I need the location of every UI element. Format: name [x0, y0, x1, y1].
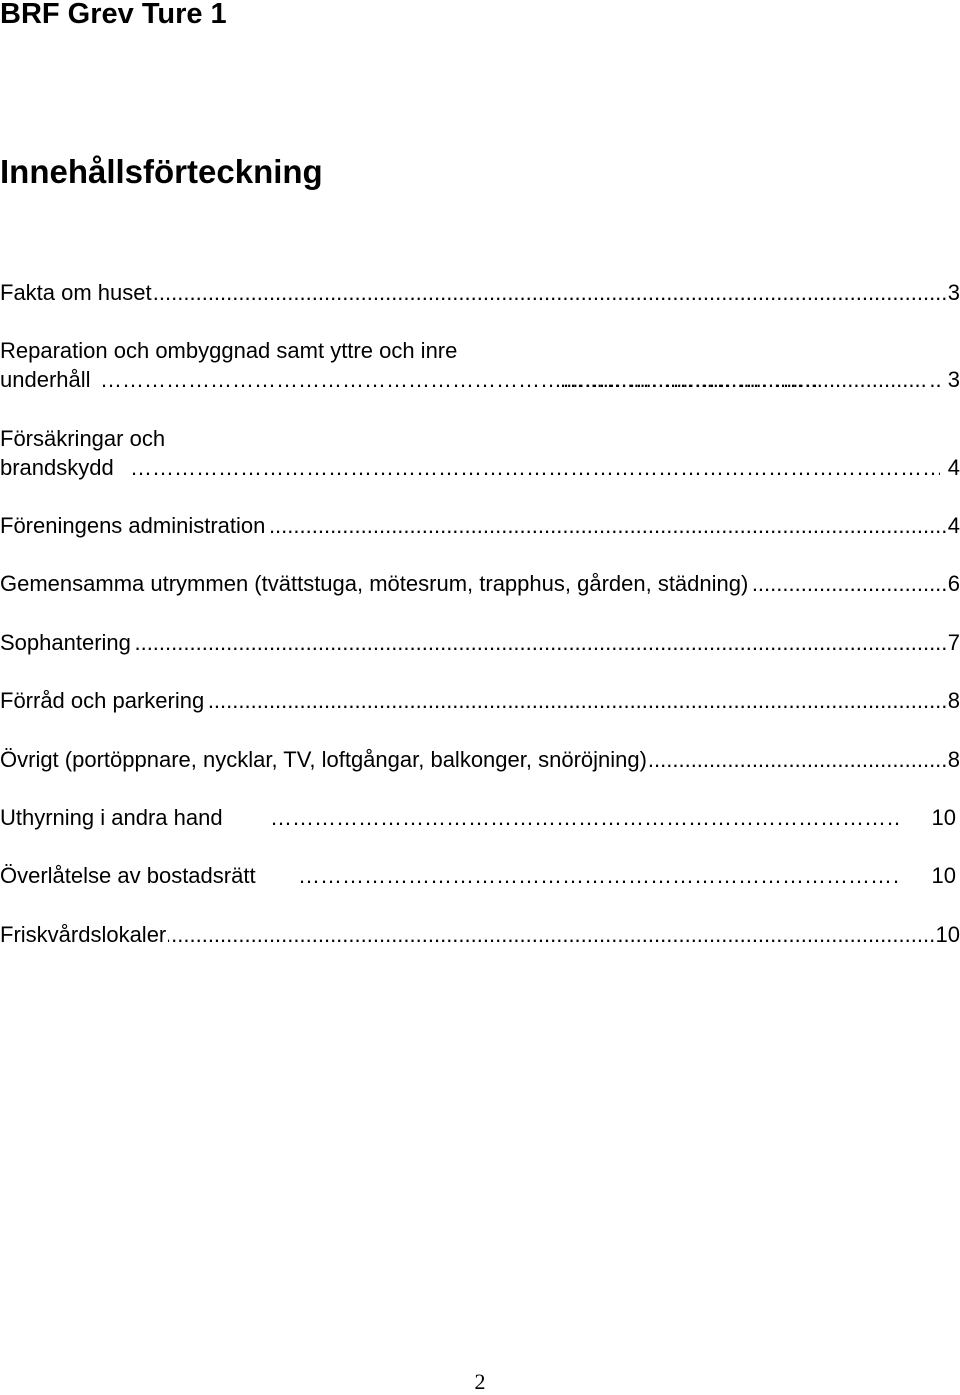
toc-entry-overlatelse: [0, 861, 960, 890]
dot-leader: [560, 365, 960, 394]
toc-entry-title-continued: underhåll: [0, 367, 91, 392]
toc-entry-title: Sophantering: [0, 630, 131, 655]
toc-entry-page: 8: [947, 747, 960, 772]
toc-entry-title: Försäkringar och: [0, 426, 166, 451]
toc-entry-title: Överlåtelse av bostadsrätt: [0, 863, 256, 888]
ellipsis-leader: [298, 861, 900, 890]
toc-entry-page: 10: [931, 863, 956, 888]
toc-entry-sophantering: [0, 628, 960, 657]
toc-entry-title: Föreningens administration: [0, 513, 266, 538]
toc-entry-title: Friskvårdslokaler: [0, 922, 167, 947]
toc-entry-title-continued: brandskydd: [0, 455, 114, 480]
toc-entry-page: 10: [935, 922, 960, 947]
toc-entry-page: 7: [947, 630, 960, 655]
toc-entry-title: Fakta om huset: [0, 280, 152, 305]
toc-entry-page: 6: [947, 571, 960, 596]
toc-entry-title: Reparation och ombyggnad samt yttre och inre: [0, 338, 458, 363]
toc-entry-page: 8: [947, 688, 960, 713]
toc-entry-title: Övrigt (portöppnare, nycklar, TV, loftgångar, balkonger, snöröjning): [0, 747, 647, 772]
ellipsis-leader: [130, 453, 940, 482]
toc-entry-page: 4: [947, 513, 960, 538]
toc-entry-page: 10: [931, 805, 956, 830]
toc-entry-friskvardslokaler: [0, 920, 960, 949]
ellipsis-leader: [270, 803, 900, 832]
toc-entry-page: 3: [947, 280, 960, 305]
toc-entry-forrad-och-parkering: [0, 686, 960, 715]
toc-entry-ovrigt: [0, 745, 960, 774]
toc-entry-page: 4: [947, 455, 960, 480]
toc-entry-uthyrning: [0, 803, 960, 832]
toc-entry-reparation: [0, 336, 960, 394]
page-number: 2: [474, 1369, 486, 1394]
dot-leader: [0, 628, 960, 657]
toc-entry-fakta-om-huset: [0, 278, 960, 307]
toc-entry-title: Förråd och parkering: [0, 688, 205, 713]
toc-entry-title: Uthyrning i andra hand: [0, 805, 223, 830]
toc-entry-page: .. 3: [929, 367, 960, 392]
toc-entry-foreningens-administration: [0, 511, 960, 540]
document-header-title: BRF Grev Ture 1: [0, 0, 227, 30]
toc-heading: Innehållsförteckning: [0, 153, 323, 190]
toc-entry-forsakringar: [0, 424, 960, 482]
toc-entry-title: Gemensamma utrymmen (tvättstuga, mötesrum, trapphus, gården, städning): [0, 571, 749, 596]
toc-entry-gemensamma-utrymmen: [0, 569, 960, 598]
